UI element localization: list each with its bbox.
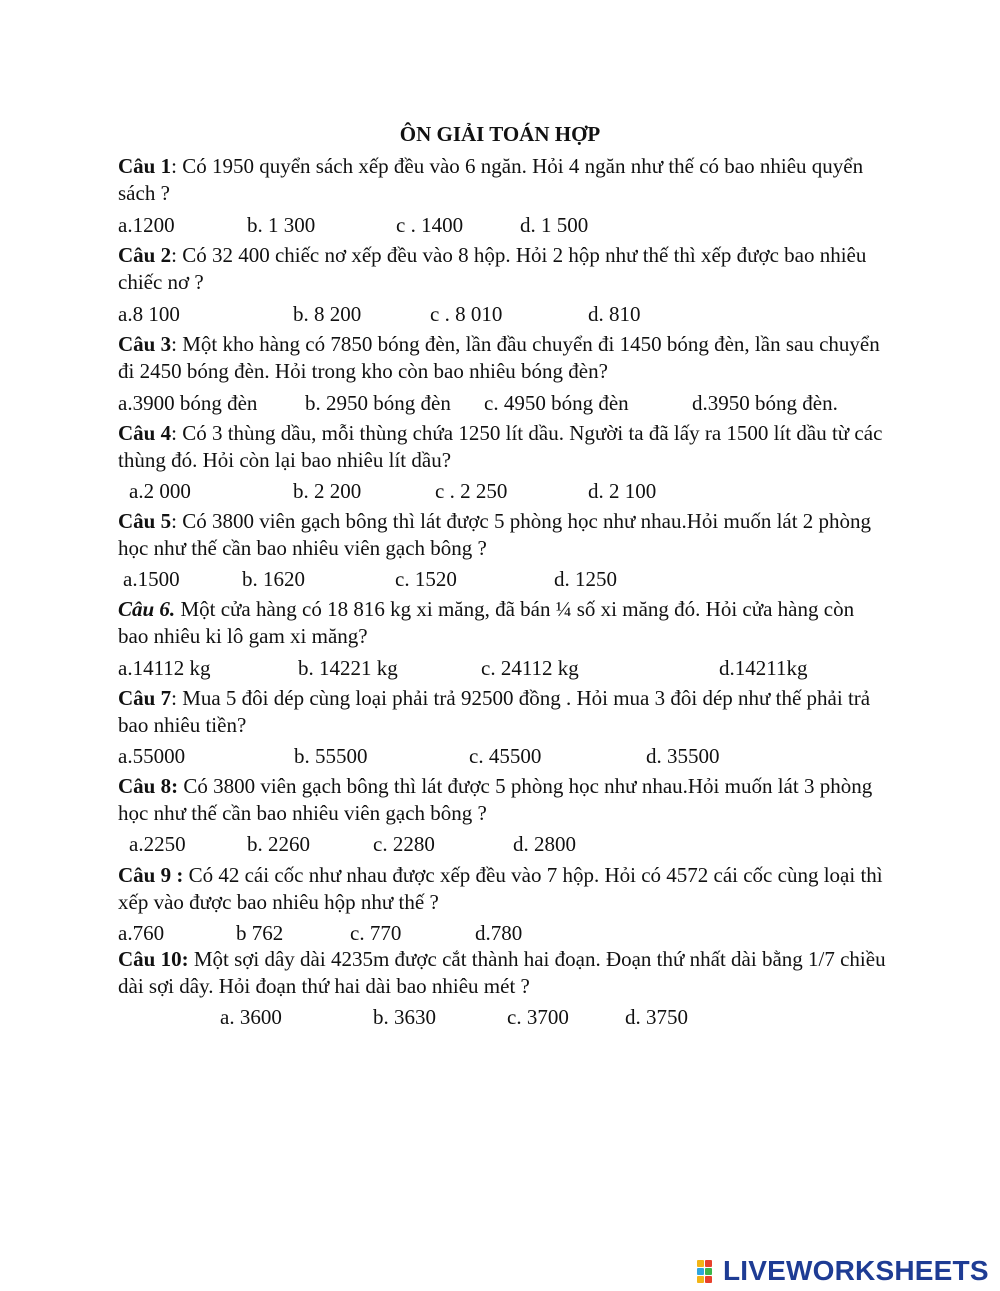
question-label: Câu 9 : [118,863,184,887]
answer-a: a.8 100 [118,302,180,326]
question-label: Câu 10: [118,947,189,971]
question-text: : Có 3 thùng dầu, mỗi thùng chứa 1250 lít dầu. Người ta đã lấy ra 1500 lít dầu từ các thùng đó. Hỏi còn lại bao nhiêu lít dầu? [118,421,883,472]
answer-c: c . 2 250 [435,479,508,503]
answer-d: d. 3750 [625,1005,688,1029]
answer-c: c. 4950 bóng đèn [484,391,629,415]
answer-a: a.2 000 [129,479,191,503]
question-text: : Một kho hàng có 7850 bóng đèn, lần đầu chuyển đi 1450 bóng đèn, lần sau chuyển đi 2450 bóng đèn. Hỏi trong kho còn bao nhiêu bóng đèn? [118,332,880,383]
question-label: Câu 5 [118,509,172,533]
question-label: Câu 3 [118,332,172,356]
answer-d: d. 1 500 [520,213,589,237]
answer-a: a.1500 [123,567,180,591]
answer-d: d.14211kg [719,656,808,680]
answer-a: a.2250 [129,832,186,856]
question-1 [118,153,888,207]
question-label: Câu 7 [118,686,172,710]
answer-d: d. 35500 [646,744,720,768]
question-label: Câu 6. [118,597,176,621]
question-text: Một cửa hàng có 18 816 kg xi măng, đã bán ¼ số xi măng đó. Hỏi cửa hàng còn bao nhiêu ki lô gam xi măng? [118,597,855,648]
answer-a: a.760 [118,921,165,945]
answer-c: c. 2280 [373,832,435,856]
question-label: Câu 4 [118,421,172,445]
answer-c: c. 1520 [395,567,457,591]
answer-d: d.780 [475,921,523,945]
answer-a: a.55000 [118,744,186,768]
worksheet-title: ÔN GIẢI TOÁN HỢP [399,122,601,146]
question-label: Câu 1 [118,154,172,178]
question-5 [118,508,888,562]
question-text: Có 42 cái cốc như nhau được xếp đều vào 7 hộp. Hỏi có 4572 cái cốc cùng loại thì xếp vào được bao nhiêu hộp như thế ? [118,863,883,914]
answer-b: b. 1 300 [247,213,316,237]
liveworksheets-logo [697,1254,989,1288]
answer-b: b. 2 200 [293,479,362,503]
logo-text: LIVEWORKSHEETS [723,1255,989,1286]
question-10 [118,946,888,1000]
question-2 [118,242,888,296]
answer-c: c. 45500 [469,744,542,768]
answer-b: b. 3630 [373,1005,436,1029]
answer-c: c . 8 010 [430,302,503,326]
answer-b: b. 14221 kg [298,656,398,680]
answer-b: b. 8 200 [293,302,362,326]
answer-b: b 762 [236,921,284,945]
answer-d: d. 1250 [554,567,617,591]
question-8 [118,773,888,827]
question-3 [118,331,888,385]
answer-b: b. 55500 [294,744,368,768]
question-text: : Có 3800 viên gạch bông thì lát được 5 phòng học như nhau.Hỏi muốn lát 2 phòng học như thế cần bao nhiêu viên gạch bông ? [118,509,872,560]
answer-c: c. 770 [350,921,402,945]
answer-a: a.14112 kg [118,656,211,680]
answer-b: b. 1620 [242,567,305,591]
question-label: Câu 8: [118,774,179,798]
question-text: : Có 1950 quyển sách xếp đều vào 6 ngăn. Hỏi 4 ngăn như thế có bao nhiêu quyển sách ? [118,154,864,205]
question-7 [118,685,888,739]
answer-d: d. 2800 [513,832,576,856]
answer-c: c . 1400 [396,213,464,237]
question-text: : Mua 5 đôi dép cùng loại phải trả 92500 đồng . Hỏi mua 3 đôi dép như thế phải trả bao nhiêu tiền? [118,686,871,737]
question-text: : Có 32 400 chiếc nơ xếp đều vào 8 hộp. Hỏi 2 hộp như thế thì xếp được bao nhiêu chiếc nơ ? [118,243,867,294]
question-text: Một sợi dây dài 4235m được cắt thành hai đoạn. Đoạn thứ nhất dài bằng 1/7 chiều dài sợi dây. Hỏi đoạn thứ hai dài bao nhiêu mét ? [118,947,886,998]
answer-b: b. 2260 [247,832,310,856]
answer-d: d.3950 bóng đèn. [692,391,838,415]
question-6 [118,596,888,650]
answer-c: c. 3700 [507,1005,569,1029]
question-9 [118,862,888,916]
question-4 [118,420,888,474]
answer-b: b. 2950 bóng đèn [305,391,451,415]
question-label: Câu 2 [118,243,172,267]
answer-a: a.3900 bóng đèn [118,391,258,415]
answer-a: a.1200 [118,213,175,237]
answer-d: d. 2 100 [588,479,657,503]
answer-d: d. 810 [588,302,641,326]
liveworksheets-logo-icon [697,1256,721,1286]
answer-a: a. 3600 [220,1005,282,1029]
question-text: Có 3800 viên gạch bông thì lát được 5 phòng học như nhau.Hỏi muốn lát 3 phòng học như thế cần bao nhiêu viên gạch bông ? [118,774,873,825]
answer-c: c. 24112 kg [481,656,579,680]
